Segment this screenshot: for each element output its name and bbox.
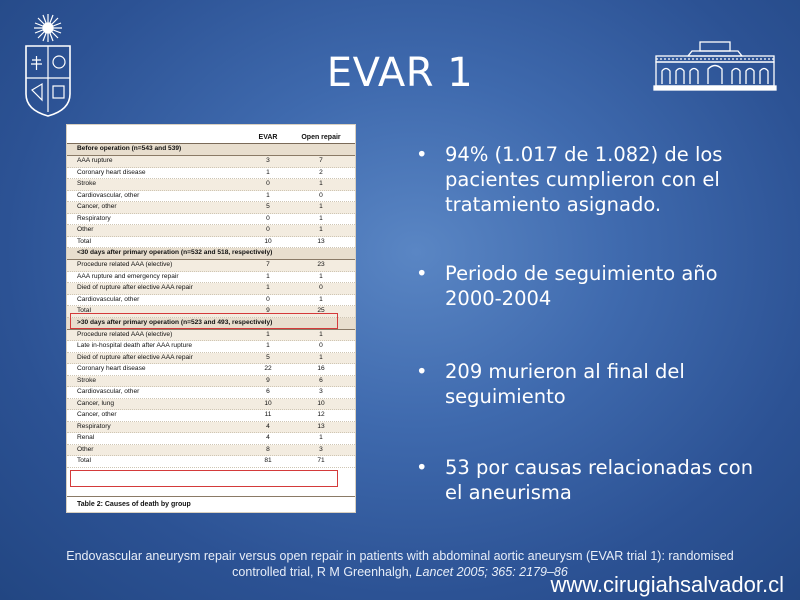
row-evar-value: 1 (266, 272, 270, 280)
citation-journal: Lancet 2005; 365: 2179–86 (415, 565, 568, 579)
section-header-text: >30 days after primary operation (n=523 and 493, respectively) (77, 318, 273, 326)
table-row (67, 295, 355, 307)
row-open-value: 13 (317, 237, 325, 245)
section-header-text: <30 days after primary operation (n=532 and 518, respectively) (77, 249, 273, 257)
row-evar-value: 6 (266, 388, 270, 395)
row-label: Stroke (77, 376, 97, 384)
row-label: Total (77, 457, 91, 464)
website-url: www.cirugiahsalvador.cl (550, 572, 784, 597)
row-evar-value: 1 (266, 284, 270, 291)
row-evar-value: 0 (266, 214, 270, 222)
table-row (67, 225, 355, 237)
row-label: Total (77, 237, 91, 245)
row-open-value: 3 (319, 388, 323, 395)
table-row (67, 179, 355, 191)
row-evar-value: 3 (266, 157, 270, 164)
row-evar-value: 0 (266, 180, 270, 187)
table-row (67, 433, 355, 445)
citation-authors: controlled trial, R M Greenhalgh, (232, 565, 416, 579)
bullet-text: Periodo de seguimiento año 2000-2004 (445, 262, 718, 310)
table-row (67, 456, 355, 468)
row-evar-value: 7 (266, 261, 270, 268)
row-open-value: 1 (319, 180, 323, 187)
row-evar-value: 4 (266, 422, 270, 430)
section-header-text: Before operation (n=543 and 539) (77, 145, 182, 153)
row-evar-value: 4 (266, 434, 270, 441)
table-row (67, 283, 355, 295)
row-evar-value: 0 (266, 295, 270, 303)
bullet-dot: • (416, 143, 428, 166)
table-row (67, 410, 355, 422)
table-row (67, 168, 355, 180)
row-label: Cardiovascular, other (77, 191, 140, 199)
row-label: Respiratory (77, 214, 111, 222)
bullet-dot: • (416, 360, 428, 383)
table-row (67, 237, 355, 249)
bullet-dot: • (416, 262, 428, 285)
row-label: Coronary heart disease (77, 168, 146, 176)
row-open-value: 0 (319, 342, 323, 349)
row-open-value: 1 (319, 226, 323, 233)
bullet-item (412, 359, 772, 409)
row-open-value: 10 (317, 399, 325, 407)
row-label: Died of rupture after elective AAA repair (77, 353, 193, 361)
table-header (67, 125, 355, 144)
bullet-text: 209 murieron al final del seguimiento (445, 360, 685, 408)
bullet-list (412, 142, 772, 505)
row-evar-value: 10 (264, 399, 272, 407)
row-evar-value: 81 (264, 457, 272, 464)
citation-line-1: Endovascular aneurysm repair versus open repair in patients with abdominal aortic aneurysm (EVAR trial 1): randomised (66, 549, 734, 563)
row-label: Procedure related AAA (elective) (77, 261, 173, 268)
bullet-item (412, 455, 772, 505)
row-label: Respiratory (77, 422, 111, 430)
row-evar-value: 10 (264, 237, 272, 245)
table-row (67, 272, 355, 284)
table-row (67, 330, 355, 342)
row-open-value: 1 (319, 330, 323, 338)
row-evar-value: 9 (266, 376, 270, 384)
row-open-value: 1 (319, 353, 323, 361)
highlight-total-30-days (70, 313, 338, 329)
table-caption: Table 2: Causes of death by group (67, 496, 355, 512)
col-evar-header: EVAR (258, 134, 278, 141)
row-open-value: 1 (319, 272, 323, 280)
row-open-value: 16 (317, 365, 325, 372)
bullet-item (412, 261, 772, 311)
row-open-value: 23 (317, 261, 325, 268)
table-row (67, 445, 355, 457)
bullet-text: 94% (1.017 de 1.082) de los pacientes cumplieron con el tratamiento asignado. (445, 143, 723, 216)
row-label: Renal (77, 434, 95, 441)
row-open-value: 25 (317, 307, 325, 314)
table-section-header (67, 248, 355, 260)
row-label: AAA rupture (77, 157, 113, 164)
table-row (67, 156, 355, 168)
row-label: Other (77, 445, 94, 453)
row-label: Cancer, lung (77, 399, 115, 407)
row-evar-value: 0 (266, 226, 270, 233)
row-open-value: 13 (317, 422, 325, 430)
row-evar-value: 9 (266, 307, 270, 314)
col-open-header: Open repair (301, 134, 341, 141)
row-label: Cardiovascular, other (77, 388, 140, 395)
table-row (67, 214, 355, 226)
row-evar-value: 8 (266, 445, 270, 453)
row-label: Stroke (77, 180, 97, 187)
row-evar-value: 1 (266, 191, 270, 199)
table-row (67, 387, 355, 399)
row-open-value: 1 (319, 214, 323, 222)
row-label: Coronary heart disease (77, 365, 146, 372)
row-label: Procedure related AAA (elective) (77, 330, 173, 338)
table-row (67, 422, 355, 434)
row-evar-value: 11 (264, 411, 272, 418)
row-evar-value: 1 (266, 342, 270, 349)
row-label: Died of rupture after elective AAA repair (77, 284, 193, 291)
bullet-item (412, 142, 772, 217)
row-open-value: 71 (317, 457, 325, 464)
row-open-value: 12 (317, 411, 325, 418)
table-row (67, 260, 355, 272)
row-label: Other (77, 226, 94, 233)
row-label: Late in-hospital death after AAA rupture (77, 342, 193, 349)
table-row (67, 399, 355, 411)
row-evar-value: 5 (266, 203, 270, 210)
table-row (67, 191, 355, 203)
row-label: Total (77, 307, 91, 314)
table-section-header (67, 144, 355, 156)
row-open-value: 1 (319, 203, 323, 210)
row-evar-value: 5 (266, 353, 270, 361)
row-evar-value: 22 (264, 365, 272, 372)
table-row (67, 341, 355, 353)
highlight-total-after-30-days (70, 470, 338, 487)
row-label: Cancer, other (77, 203, 117, 210)
row-evar-value: 1 (266, 168, 270, 176)
table-row (67, 353, 355, 365)
row-open-value: 0 (319, 191, 323, 199)
row-evar-value: 1 (266, 330, 270, 338)
bullet-text: 53 por causas relacionadas con el aneurisma (445, 456, 754, 504)
row-open-value: 7 (319, 157, 323, 164)
row-open-value: 0 (319, 284, 323, 291)
row-label: Cancer, other (77, 411, 117, 418)
table-body (67, 144, 355, 468)
row-open-value: 1 (319, 295, 323, 303)
bullet-dot: • (416, 456, 428, 479)
row-label: AAA rupture and emergency repair (77, 272, 179, 280)
row-open-value: 1 (319, 434, 323, 441)
slide-title: EVAR 1 (326, 50, 474, 96)
row-open-value: 2 (319, 168, 323, 176)
row-open-value: 6 (319, 376, 323, 384)
table-row (67, 376, 355, 388)
table-row (67, 202, 355, 214)
row-open-value: 3 (319, 445, 323, 453)
table-row (67, 364, 355, 376)
row-label: Cardiovascular, other (77, 295, 140, 303)
